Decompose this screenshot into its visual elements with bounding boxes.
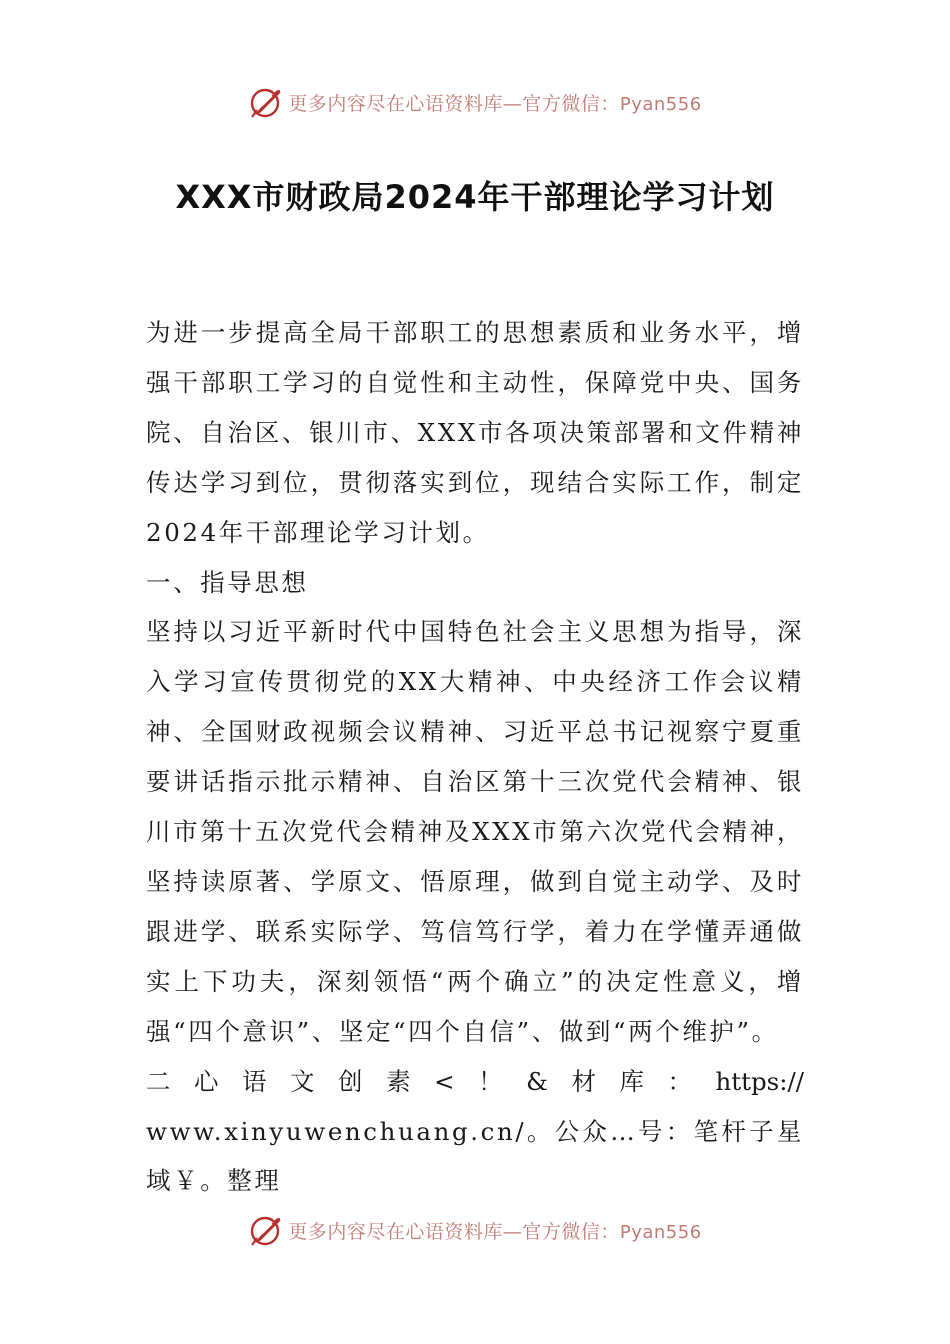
quill-logo-icon [248, 84, 284, 120]
document-title: XXX市财政局2024年干部理论学习计划 [175, 178, 775, 216]
watermark-line: 二心语文创素<！&材库：https:// [146, 1066, 804, 1096]
section-heading: 一、指导思想 [146, 567, 309, 597]
header-watermark-banner [0, 82, 950, 122]
watermark-text: 更多内容尽在心语资料库—官方微信：Pyan556 [288, 92, 702, 115]
guiding-ideology-paragraph: 坚持以习近平新时代中国特色社会主义思想为指导，深入学习宣传贯彻党的XX大精神、中央经济工作会议精神、全国财政视频会议精神、习近平总书记视察宁夏重要讲话指示批示精神、自治区第十三次党代会精神、银川市第十五次党代会精神及XXX市第六次党代会精神，坚持读原著、学原文、悟原理，做到自觉主动学、及时跟进学、联系实际学、笃信笃行学，着力在学懂弄通做实上下功夫，深刻领悟“两个确立”的决定性意义，增强“四个意识”、坚定“四个自信”、做到“两个维护”。 [146, 617, 804, 1046]
footer-watermark-banner [0, 1210, 950, 1250]
quill-logo-icon [248, 1212, 284, 1248]
watermark-text: 更多内容尽在心语资料库—官方微信：Pyan556 [288, 1220, 702, 1243]
document-body [146, 308, 804, 1206]
watermark-line-url: www.xinyuwenchuang.cn/。公众…号：笔杆子星域￥。整理 [146, 1116, 804, 1196]
intro-paragraph: 为进一步提高全局干部职工的思想素质和业务水平，增强干部职工学习的自觉性和主动性，保障党中央、国务院、自治区、银川市、XXX市各项决策部署和文件精神传达学习到位，贯彻落实到位，现结合实际工作，制定2024年干部理论学习计划。 [146, 318, 804, 547]
